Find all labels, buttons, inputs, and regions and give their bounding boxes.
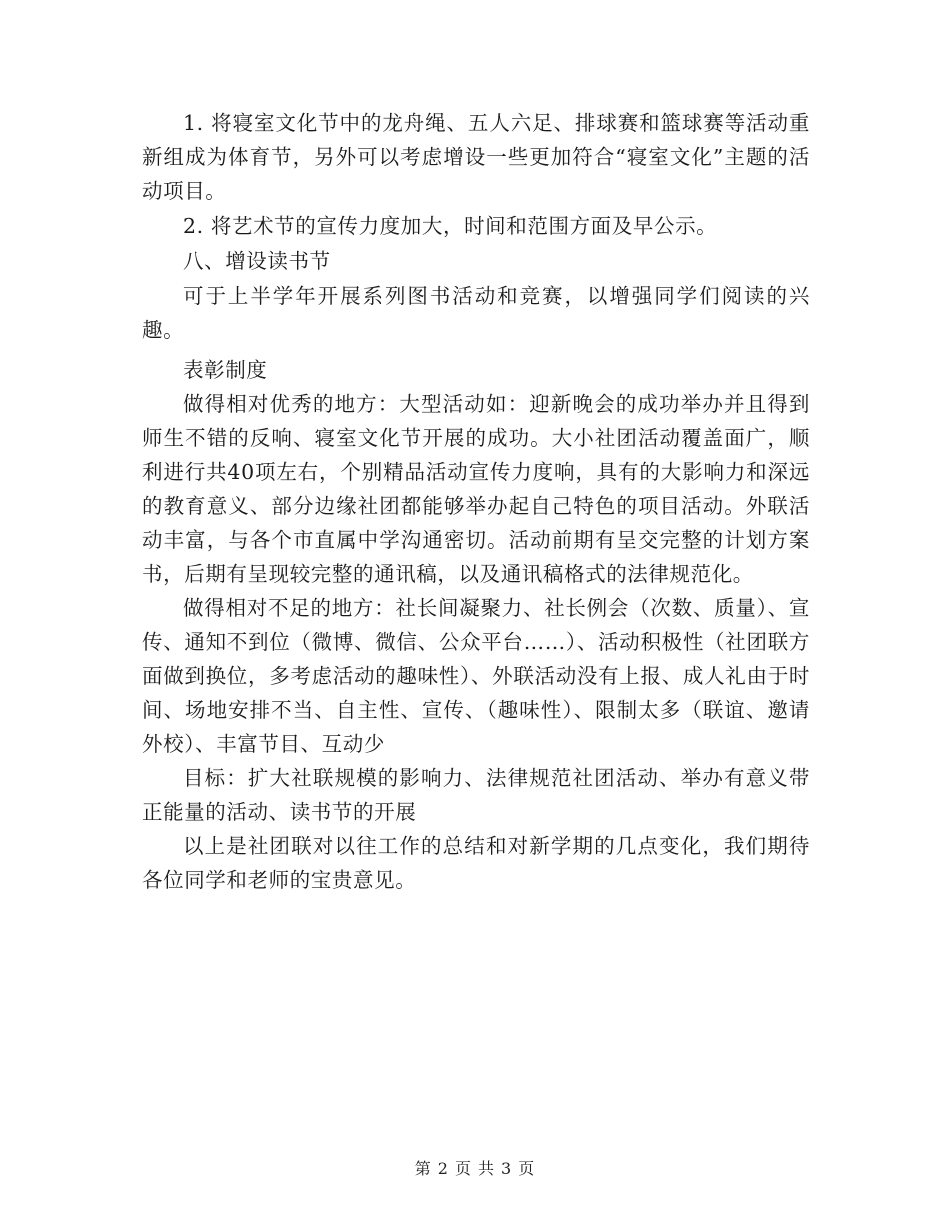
document-body: [142, 106, 810, 897]
section-heading-commendation: 表彰制度: [183, 358, 268, 382]
paragraph-art-festival: 2. 将艺术节的宣传力度加大，时间和范围方面及早公示。: [183, 214, 718, 238]
paragraph-goals: 目标：扩大社联规模的影响力、法律规范社团活动、举办有意义带正能量的活动、读书节的开展: [142, 766, 810, 824]
page-number-footer: [0, 1156, 950, 1179]
footer-middle: 页 共: [454, 1159, 496, 1178]
footer-current-page: 2: [437, 1159, 449, 1178]
paragraph-sports-festival: 1. 将寝室文化节中的龙舟绳、五人六足、排球赛和篮球赛等活动重新组成为体育节，另外可以考虑增设一些更加符合“寝室文化”主题的活动项目。: [142, 111, 810, 203]
paragraph-weaknesses: 做得相对不足的地方：社长间凝聚力、社长例会（次数、质量）、宣传、通知不到位（微博、微信、公众平台……）、活动积极性（社团联方面做到换位，多考虑活动的趣味性）、外联活动没有上报、成人礼由于时间、场地安排不当、自主性、宣传、（趣味性）、限制太多（联谊、邀请外校）、丰富节目、互动少: [142, 596, 810, 756]
paragraph-reading-festival: 可于上半学年开展系列图书活动和竞赛，以增强同学们阅读的兴趣。: [142, 284, 810, 342]
paragraph-strengths: 做得相对优秀的地方：大型活动如：迎新晚会的成功举办并且得到师生不错的反响、寝室文化节开展的成功。大小社团活动覆盖面广，顺利进行共40项左右，个别精品活动宣传力度响，具有的大影响力和深远的教育意义、部分边缘社团都能够举办起自己特色的项目活动。外联活动丰富，与各个市直属中学沟通密切。活动前期有呈交完整的计划方案书，后期有呈现较完整的通讯稿，以及通讯稿格式的法律规范化。: [142, 392, 810, 586]
section-heading-reading-festival: 八、增设读书节: [183, 249, 331, 273]
footer-suffix: 页: [518, 1159, 536, 1178]
paragraph-conclusion: 以上是社团联对以往工作的总结和对新学期的几点变化，我们期待各位同学和老师的宝贵意见。: [142, 834, 810, 892]
footer-total-pages: 3: [501, 1159, 513, 1178]
footer-prefix: 第: [414, 1159, 432, 1178]
